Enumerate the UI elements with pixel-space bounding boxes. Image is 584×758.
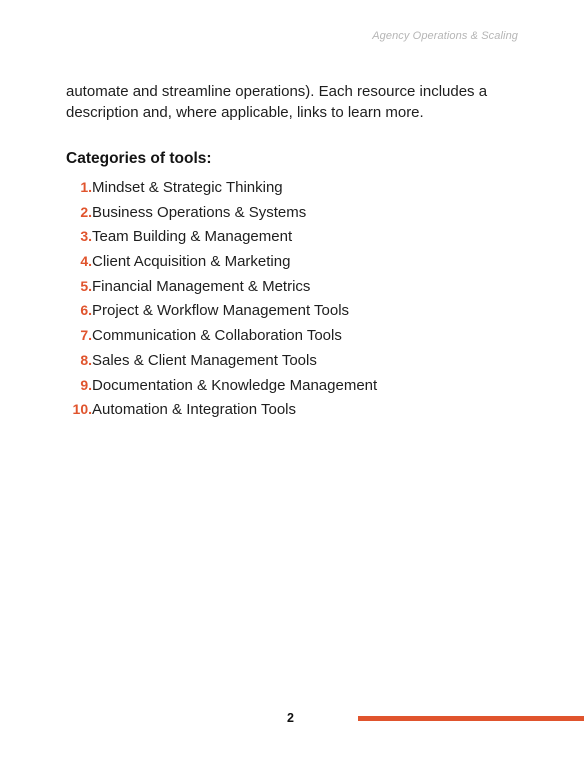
category-item-4 <box>66 253 377 278</box>
list-number: 2. <box>80 203 92 220</box>
category-item-5 <box>66 278 377 303</box>
list-number: 4. <box>80 253 92 270</box>
category-item-7 <box>66 327 377 352</box>
category-label: Communication & Collaboration Tools <box>92 327 342 345</box>
category-item-3 <box>66 228 377 253</box>
category-item-10 <box>66 401 377 426</box>
category-label: Financial Management & Metrics <box>92 277 311 295</box>
page-number: 2 <box>287 711 294 725</box>
category-label: Project & Workflow Management Tools <box>92 302 350 320</box>
categories-list <box>66 179 377 426</box>
list-number: 7. <box>80 327 92 344</box>
list-number: 8. <box>80 351 92 368</box>
category-item-9 <box>66 377 377 402</box>
category-item-1 <box>66 179 377 204</box>
category-label: Business Operations & Systems <box>92 203 307 221</box>
running-header: Agency Operations & Scaling <box>372 30 518 42</box>
list-number: 9. <box>80 376 92 393</box>
category-item-6 <box>66 302 377 327</box>
category-label: Mindset & Strategic Thinking <box>92 179 283 196</box>
category-label: Documentation & Knowledge Management <box>92 376 378 394</box>
category-label: Automation & Integration Tools <box>92 401 297 419</box>
list-number: 6. <box>80 302 92 319</box>
categories-heading: Categories of tools: <box>66 150 212 167</box>
category-label: Team Building & Management <box>92 228 293 246</box>
list-number: 5. <box>80 277 92 294</box>
list-number: 3. <box>80 228 92 245</box>
list-number: 10. <box>72 401 92 418</box>
category-label: Sales & Client Management Tools <box>92 351 317 369</box>
intro-paragraph: automate and streamline operations). Each resource includes a description and, where applicable, links to learn more. <box>66 83 488 121</box>
category-label: Client Acquisition & Marketing <box>92 253 291 271</box>
list-number: 1. <box>80 179 92 195</box>
footer-accent-bar <box>358 716 584 721</box>
category-item-8 <box>66 352 377 377</box>
category-item-2 <box>66 204 377 229</box>
